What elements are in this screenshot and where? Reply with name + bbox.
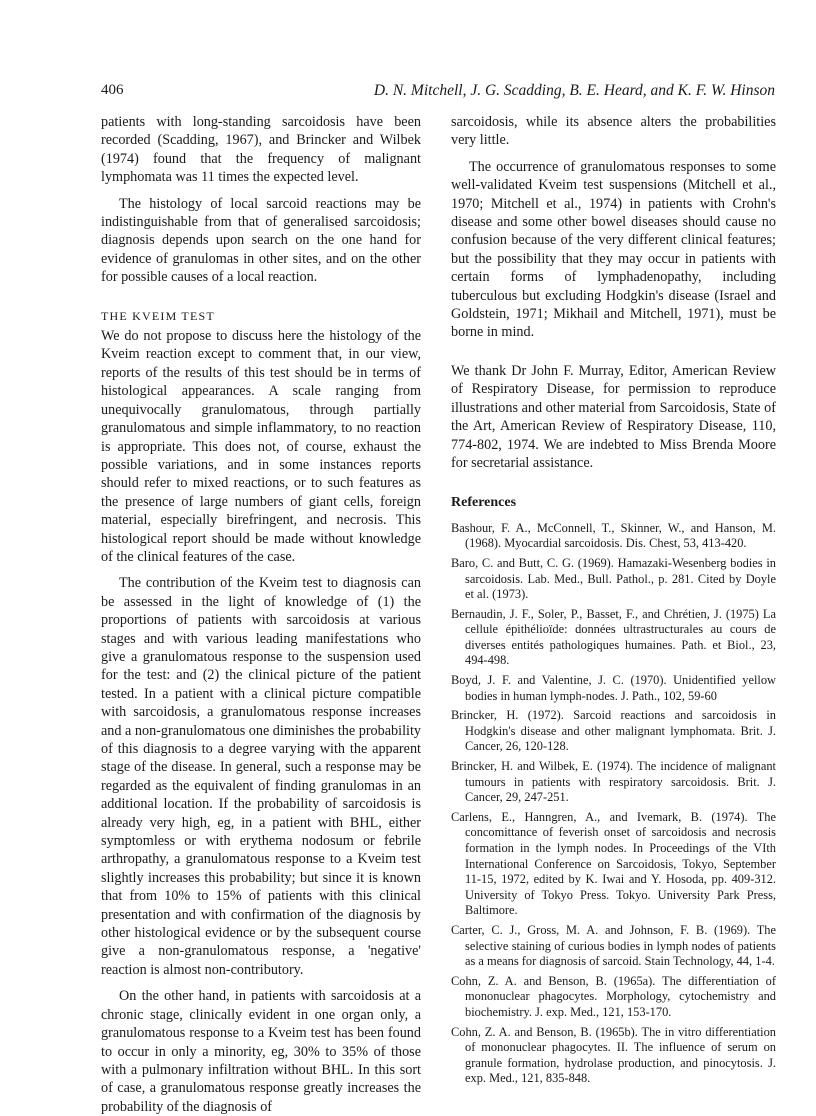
page-header xyxy=(101,82,775,104)
reference-item: Carter, C. J., Gross, M. A. and Johnson, F. B. (1969). The selective staining of curious bodies in lymph nodes of patients as a means for diagnosis of sarcoid. Stain Technology, 44, 1-4. xyxy=(451,922,776,969)
paragraph: On the other hand, in patients with sarcoidosis at a chronic stage, clinically evident in one organ only, a granulomatous response to a Kveim test has been found to occur in only a minority, eg, 30% to 35% of those with a pulmonary infiltration without BHL. In this sort of case, a granulomatous response greatly increases the probability of the diagnosis of xyxy=(101,988,421,1115)
page-number: 406 xyxy=(101,82,124,98)
right-column xyxy=(451,113,776,1091)
acknowledgement: We thank Dr John F. Murray, Editor, American Review of Respiratory Disease, for permission to reproduce illustrations and other material from Sarcoidosis, State of the Art, American Review of Respiratory Disease, 110, 774-802, 1974. We are indebted to Miss Brenda Moore for secretarial assistance. xyxy=(451,362,776,471)
reference-item: Brincker, H. and Wilbek, E. (1974). The incidence of malignant tumours in patients with respiratory sarcoidosis. Brit. J. Cancer, 29, 247-251. xyxy=(451,759,776,805)
reference-item: Cohn, Z. A. and Benson, B. (1965a). The differentiation of mononuclear phagocytes. Morphology, cytochemistry and biochemistry. J. exp. Med., 121, 153-170. xyxy=(451,973,776,1019)
reference-item: Cohn, Z. A. and Benson, B. (1965b). The in vitro differentiation of mononuclear phagocytes. II. The influence of serum on granule formation, hydrolase production, and pinocytosis. J. exp. Med., 121, 835-848. xyxy=(451,1024,776,1086)
paragraph: The histology of local sarcoid reactions may be indistinguishable from that of generalised sarcoidosis; diagnosis depends upon search on the one hand for evidence of granulomas in other sites, and on the other for possible causes of a local reaction. xyxy=(101,195,421,286)
reference-item: Bashour, F. A., McConnell, T., Skinner, W., and Hanson, M. (1968). Myocardial sarcoidosis. Dis. Chest, 53, 413-420. xyxy=(451,520,776,551)
section-heading-kveim-test: THE KVEIM TEST xyxy=(101,308,215,323)
running-head-authors: D. N. Mitchell, J. G. Scadding, B. E. Heard, and K. F. W. Hinson xyxy=(373,82,775,99)
paragraph: The occurrence of granulomatous responses to some well-validated Kveim test suspensions (Mitchell et al., 1970; Mitchell et al., 1974) in patients with Crohn's disease and some other bowel diseases should cause no confusion because of the very different clinical features; but the possibility that they may occur in patients with certain forms of lymphadenopathy, including tuberculous but excluding Hodgkin's disease (Israel and Goldstein, 1971; Mikhail and Mitchell, 1971), must be borne in mind. xyxy=(451,158,776,341)
reference-item: Bernaudin, J. F., Soler, P., Basset, F., and Chrétien, J. (1975) La cellule épithélioïde: données ultrastructurales au cours de diverses entités pathologiques humaines. Path. et Biol., 23, 494-498. xyxy=(451,606,776,668)
reference-item: Carlens, E., Hanngren, A., and Ivemark, B. (1974). The concomittance of feverish onset of sarcoidosis and necrosis formation in the lymph nodes. In Proceedings of the VIth International Conference on Sarcoidosis, Tokyo, September 11-15, 1972, edited by K. Iwai and Y. Hosoda, pp. 409-312. University of Tokyo Press. Tokyo. University Park Press, Baltimore. xyxy=(451,809,776,918)
paragraph: We do not propose to discuss here the histology of the Kveim reaction except to comment that, in our view, reports of the results of this test should be in terms of histological appearances. A scale ranging from unequivocally granulomatous, through partially granulomatous and simple inflammatory, to no reaction is appropriate. This does not, of course, exhaust the possible variations, and in some instances reports should refer to mixed reactions, or to such features as the presence of large numbers of giant cells, foreign material, especially birefringent, and necrosis. This histological report should be made without knowledge of the clinical features of the case. xyxy=(101,328,421,565)
paragraph: The contribution of the Kveim test to diagnosis can be assessed in the light of knowledge of (1) the proportions of patients with sarcoidosis at various stages and with various leading manifestations who give a granulomatous response to the suspension used for the test: and (2) the clinical picture of the patient tested. In a patient with a clinical picture compatible with sarcoidosis, a granulomatous response increases and a non-granulomatous one diminishes the probability of this diagnosis to a degree varying with the apparent stage of the disease. In general, such a response may be regarded as the equivalent of finding granulomas in an additional location. If the probability of sarcoidosis is already very high, eg, in a patient with BHL, either symptomless or with erythema nodosum or febrile arthropathy, a granulomatous response to a Kveim test slightly increases this probability; but since it is known that from 10% to 15% of patients with this clinical presentation and with confirmation of the diagnosis by other histological evidence or by the subsequent course give a non-granulomatous response, a 'negative' reaction is almost non-contributory. xyxy=(101,575,421,978)
reference-item: Baro, C. and Butt, C. G. (1969). Hamazaki-Wesenberg bodies in sarcoidosis. Lab. Med., Bull. Pathol., p. 281. Cited by Doyle et al. (1973). xyxy=(451,555,776,602)
reference-list xyxy=(451,521,776,1087)
reference-item: Brincker, H. (1972). Sarcoid reactions and sarcoidosis in Hodgkin's disease and other malignant lymphomata. Brit. J. Cancer, 26, 120-128. xyxy=(451,708,776,754)
paragraph: patients with long-standing sarcoidosis have been recorded (Scadding, 1967), and Brincker and Wilbek (1974) found that the frequency of malignant lymphomata was 11 times the expected level. xyxy=(101,114,421,186)
reference-item: Boyd, J. F. and Valentine, J. C. (1970). Unidentified yellow bodies in human lymph-nodes. J. Path., 102, 59-60 xyxy=(451,673,776,703)
paragraph: sarcoidosis, while its absence alters the probabilities very little. xyxy=(451,114,776,149)
left-column xyxy=(101,113,421,1116)
references-heading: References xyxy=(451,495,517,511)
